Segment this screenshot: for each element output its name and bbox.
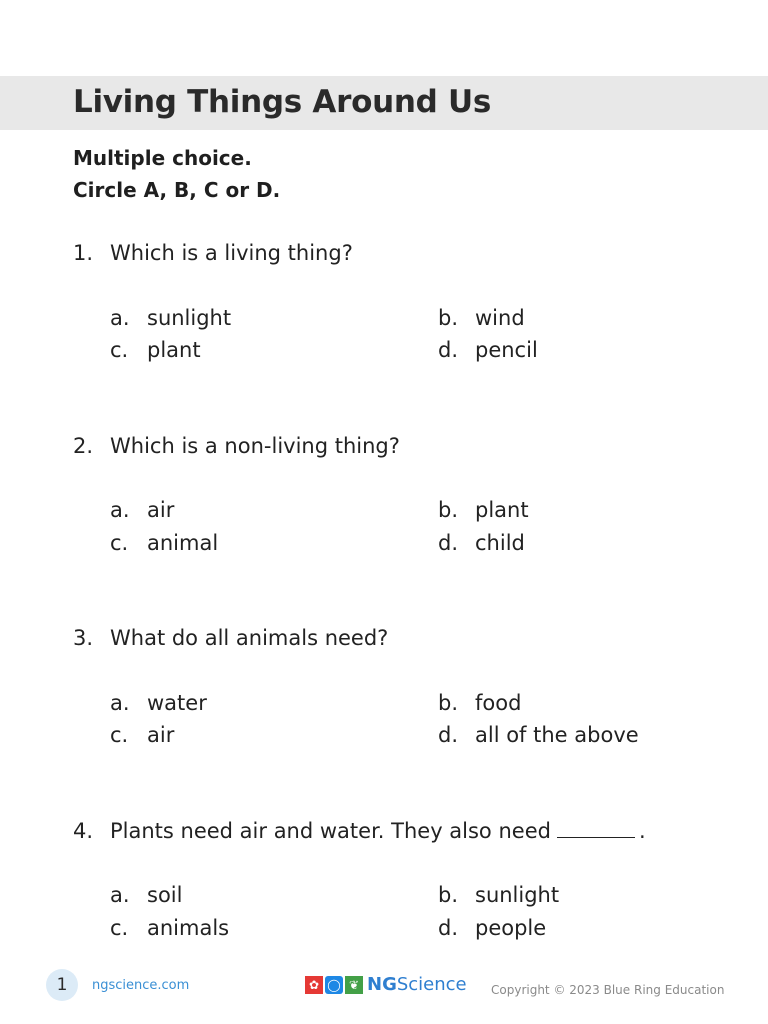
question-1 (73, 241, 353, 265)
page-number: 1 (46, 969, 78, 1001)
question-text: What do all animals need? (110, 626, 389, 650)
question-number: 3. (73, 626, 94, 650)
instruction-line-2: Circle A, B, C or D. (73, 178, 281, 202)
question-text-end: . (638, 819, 646, 843)
ngscience-logo (305, 976, 467, 996)
question-number: 1. (73, 241, 94, 265)
option-2d[interactable] (438, 531, 525, 555)
option-3d[interactable] (438, 723, 639, 747)
option-letter: c. (110, 531, 129, 555)
option-4a[interactable] (110, 883, 182, 907)
option-letter: a. (110, 883, 130, 907)
question-text: Which is a non-living thing? (110, 434, 400, 458)
question-number: 4. (73, 819, 94, 843)
option-letter: d. (438, 338, 459, 362)
option-3c[interactable] (110, 723, 174, 747)
option-letter: d. (438, 723, 459, 747)
option-text: animal (147, 531, 219, 555)
option-text: all of the above (475, 723, 639, 747)
option-text: wind (475, 306, 525, 330)
option-letter: c. (110, 338, 129, 362)
option-text: food (475, 691, 522, 715)
option-text: air (147, 498, 175, 522)
option-text: water (147, 691, 207, 715)
answer-blank (557, 836, 635, 838)
flower-icon: ✿ (305, 976, 323, 994)
logo-text (367, 976, 467, 994)
option-letter: d. (438, 916, 459, 940)
option-letter: c. (110, 723, 129, 747)
instruction-line-1: Multiple choice. (73, 146, 252, 170)
option-letter: b. (438, 883, 459, 907)
option-letter: a. (110, 306, 130, 330)
option-text: pencil (475, 338, 538, 362)
option-text: child (475, 531, 525, 555)
option-text: sunlight (147, 306, 232, 330)
copyright: Copyright © 2023 Blue Ring Education (491, 983, 725, 997)
option-text: soil (147, 883, 183, 907)
footer-url-link[interactable]: ngscience.com (92, 978, 190, 993)
option-2a[interactable] (110, 498, 174, 522)
question-text: Plants need air and water. They also need (110, 819, 551, 843)
question-3 (73, 626, 388, 650)
option-letter: b. (438, 691, 459, 715)
option-letter: c. (110, 916, 129, 940)
option-2c[interactable] (110, 531, 218, 555)
option-1d[interactable] (438, 338, 538, 362)
option-text: air (147, 723, 175, 747)
option-3b[interactable] (438, 691, 521, 715)
option-3a[interactable] (110, 691, 207, 715)
question-4 (73, 819, 646, 843)
question-number: 2. (73, 434, 94, 458)
circle-icon: ◯ (325, 976, 343, 994)
page-title: Living Things Around Us (73, 84, 492, 120)
option-1b[interactable] (438, 306, 525, 330)
option-4d[interactable] (438, 916, 546, 940)
logo-text-light: Science (396, 974, 467, 995)
option-letter: a. (110, 691, 130, 715)
option-letter: b. (438, 306, 459, 330)
question-2 (73, 434, 400, 458)
option-text: people (475, 916, 547, 940)
option-text: plant (475, 498, 529, 522)
option-letter: a. (110, 498, 130, 522)
option-1c[interactable] (110, 338, 201, 362)
option-4b[interactable] (438, 883, 559, 907)
option-1a[interactable] (110, 306, 231, 330)
option-text: animals (147, 916, 230, 940)
question-text: Which is a living thing? (110, 241, 353, 265)
option-2b[interactable] (438, 498, 529, 522)
option-letter: d. (438, 531, 459, 555)
option-letter: b. (438, 498, 459, 522)
logo-text-bold: NG (367, 974, 397, 995)
option-text: plant (147, 338, 201, 362)
option-4c[interactable] (110, 916, 229, 940)
leaf-icon: ❦ (345, 976, 363, 994)
option-text: sunlight (475, 883, 560, 907)
